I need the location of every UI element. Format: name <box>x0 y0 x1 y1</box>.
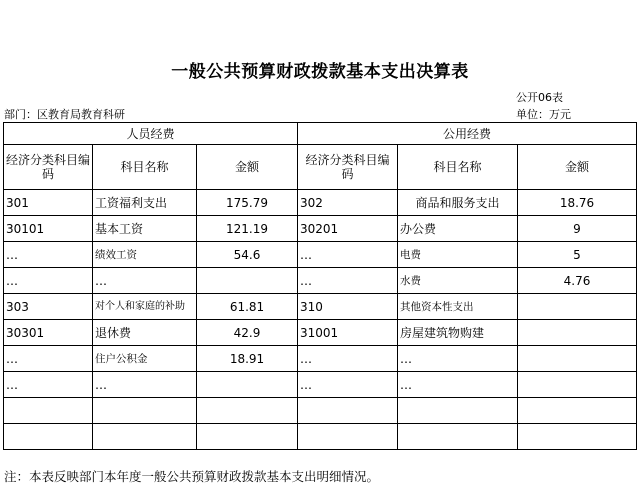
name-cell: 水费 <box>398 268 518 294</box>
unit-label: 单位：万元 <box>516 108 571 121</box>
amount-cell <box>518 294 637 320</box>
code-cell: … <box>298 346 398 372</box>
table-row <box>4 346 637 372</box>
name-cell: … <box>93 268 197 294</box>
code-cell <box>298 424 398 450</box>
amount-cell: 175.79 <box>197 190 298 216</box>
code-cell: 30101 <box>4 216 93 242</box>
amount-cell <box>197 424 298 450</box>
name-cell: 对个人和家庭的补助 <box>93 294 197 320</box>
group-public: 公用经费 <box>298 123 637 145</box>
header-code-left: 经济分类科目编码 <box>4 145 93 190</box>
name-cell <box>398 424 518 450</box>
amount-cell <box>518 372 637 398</box>
table-row <box>4 320 637 346</box>
name-cell <box>93 398 197 424</box>
amount-cell: 18.76 <box>518 190 637 216</box>
header-amount-left: 金额 <box>197 145 298 190</box>
amount-cell: 54.6 <box>197 242 298 268</box>
header-name-left: 科目名称 <box>93 145 197 190</box>
amount-cell <box>197 372 298 398</box>
code-cell: 310 <box>298 294 398 320</box>
code-cell: 303 <box>4 294 93 320</box>
name-cell: 退休费 <box>93 320 197 346</box>
name-cell: 住户公积金 <box>93 346 197 372</box>
department-label: 部门：区教育局教育科研 <box>4 108 125 121</box>
amount-cell: 61.81 <box>197 294 298 320</box>
code-cell: 30301 <box>4 320 93 346</box>
code-cell: 31001 <box>298 320 398 346</box>
table-row <box>4 216 637 242</box>
amount-cell: 121.19 <box>197 216 298 242</box>
code-cell: 30201 <box>298 216 398 242</box>
amount-cell: 9 <box>518 216 637 242</box>
code-cell: … <box>4 372 93 398</box>
code-cell: … <box>4 268 93 294</box>
table-row <box>4 190 637 216</box>
header-code-right: 经济分类科目编码 <box>298 145 398 190</box>
header-name-right: 科目名称 <box>398 145 518 190</box>
code-cell: … <box>4 242 93 268</box>
name-cell <box>398 398 518 424</box>
group-header-row <box>4 123 637 145</box>
amount-cell <box>518 398 637 424</box>
code-cell: … <box>298 242 398 268</box>
name-cell: 电费 <box>398 242 518 268</box>
name-cell: … <box>398 372 518 398</box>
code-cell <box>298 398 398 424</box>
amount-cell: 42.9 <box>197 320 298 346</box>
name-cell: … <box>398 346 518 372</box>
code-cell: … <box>298 372 398 398</box>
amount-cell: 4.76 <box>518 268 637 294</box>
amount-cell <box>197 268 298 294</box>
footnote: 注：本表反映部门本年度一般公共预算财政拨款基本支出明细情况。 <box>4 469 380 484</box>
name-cell <box>93 424 197 450</box>
table-row <box>4 398 637 424</box>
code-cell: … <box>298 268 398 294</box>
code-cell: … <box>4 346 93 372</box>
amount-cell <box>197 398 298 424</box>
name-cell: 其他资本性支出 <box>398 294 518 320</box>
name-cell: 商品和服务支出 <box>398 190 518 216</box>
table-row <box>4 294 637 320</box>
table-title: 一般公共预算财政拨款基本支出决算表 <box>171 62 469 82</box>
code-cell <box>4 424 93 450</box>
table-row <box>4 424 637 450</box>
name-cell: 工资福利支出 <box>93 190 197 216</box>
table-row <box>4 372 637 398</box>
code-cell: 302 <box>298 190 398 216</box>
name-cell: 房屋建筑物购建 <box>398 320 518 346</box>
table-row <box>4 268 637 294</box>
amount-cell <box>518 424 637 450</box>
table-row <box>4 242 637 268</box>
name-cell: 办公费 <box>398 216 518 242</box>
name-cell: 基本工资 <box>93 216 197 242</box>
name-cell: 绩效工资 <box>93 242 197 268</box>
group-personnel: 人员经费 <box>4 123 298 145</box>
column-header-row <box>4 145 637 190</box>
amount-cell: 5 <box>518 242 637 268</box>
amount-cell <box>518 346 637 372</box>
name-cell: … <box>93 372 197 398</box>
code-cell <box>4 398 93 424</box>
header-amount-right: 金额 <box>518 145 637 190</box>
code-cell: 301 <box>4 190 93 216</box>
amount-cell: 18.91 <box>197 346 298 372</box>
amount-cell <box>518 320 637 346</box>
form-code: 公开06表 <box>516 91 563 104</box>
expenditure-table <box>3 122 637 450</box>
